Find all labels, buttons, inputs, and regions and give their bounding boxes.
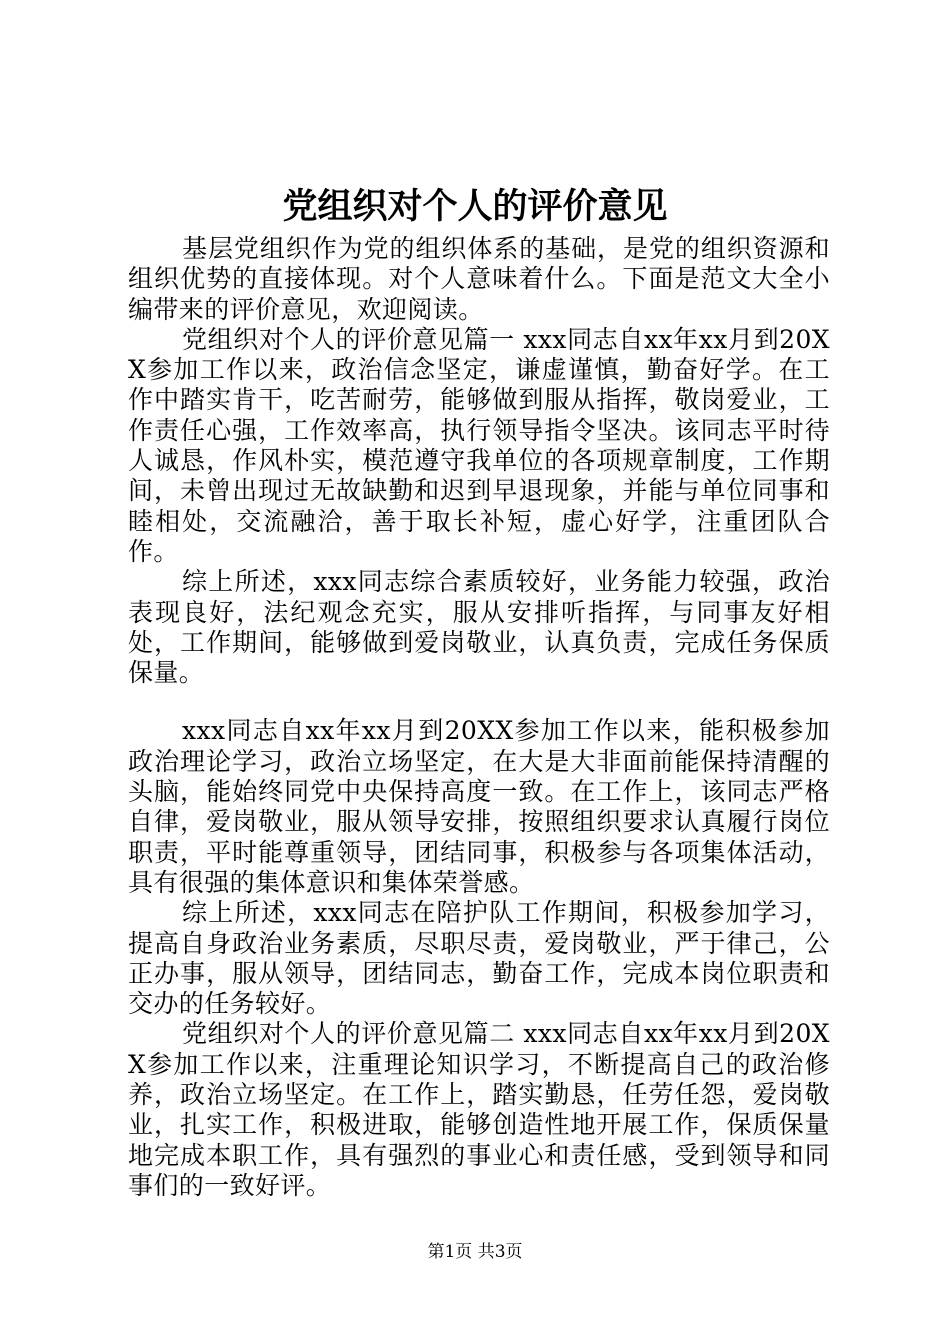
paragraph-evaluation-one: 党组织对个人的评价意见篇一 xxx同志自xx年xx月到20XX参加工作以来，政治信念坚定，谦虚谨慎，勤奋好学。在工作中踏实肯干，吃苦耐劳，能够做到服从指挥，敬岗爱业，工作责任心强，工作效率高，执行领导指令坚决。该同志平时待人诚恳，作风朴实，模范遵守我单位的各项规章制度，工作期间，未曾出现过无故缺勤和迟到早退现象，并能与单位同事和睦相处，交流融洽，善于取长补短，虚心好学，注重团队合作。 — [128, 324, 830, 566]
paragraph-evaluation-three: 党组织对个人的评价意见篇二 xxx同志自xx年xx月到20XX参加工作以来，注重理论知识学习，不断提高自己的政治修养，政治立场坚定。在工作上，踏实勤恳，任劳任怨，爱岗敬业，扎实工作，积极进取，能够创造性地开展工作，保质保量地完成本职工作，具有强烈的事业心和责任感，受到领导和同事们的一致好评。 — [128, 1019, 830, 1200]
document-title: 党组织对个人的评价意见 — [282, 186, 668, 227]
page-number-footer: 第1页 共3页 — [427, 1242, 523, 1262]
paragraph-summary-two: 综上所述，xxx同志在陪护队工作期间，积极参加学习，提高自身政治业务素质，尽职尽责，爱岗敬业，严于律己，公正办事，服从领导，团结同志，勤奋工作，完成本岗位职责和交办的任务较好。 — [128, 898, 830, 1019]
paragraph-gap — [128, 688, 830, 716]
paragraph-evaluation-two: xxx同志自xx年xx月到20XX参加工作以来，能积极参加政治理论学习，政治立场坚定，在大是大非面前能保持清醒的头脑，能始终同党中央保持高度一致。在工作上，该同志严格自律，爱岗敬业，服从领导安排，按照组织要求认真履行岗位职责，平时能尊重领导，团结同事，积极参与各项集体活动，具有很强的集体意识和集体荣誉感。 — [128, 716, 830, 897]
paragraph-summary-one: 综上所述，xxx同志综合素质较好，业务能力较强，政治表现良好，法纪观念充实，服从安排听指挥，与同事友好相处，工作期间，能够做到爱岗敬业，认真负责，完成任务保质保量。 — [128, 567, 830, 688]
paragraph-intro: 基层党组织作为党的组织体系的基础，是党的组织资源和组织优势的直接体现。对个人意味着什么。下面是范文大全小编带来的评价意见，欢迎阅读。 — [128, 234, 830, 324]
document-body — [128, 234, 830, 1201]
